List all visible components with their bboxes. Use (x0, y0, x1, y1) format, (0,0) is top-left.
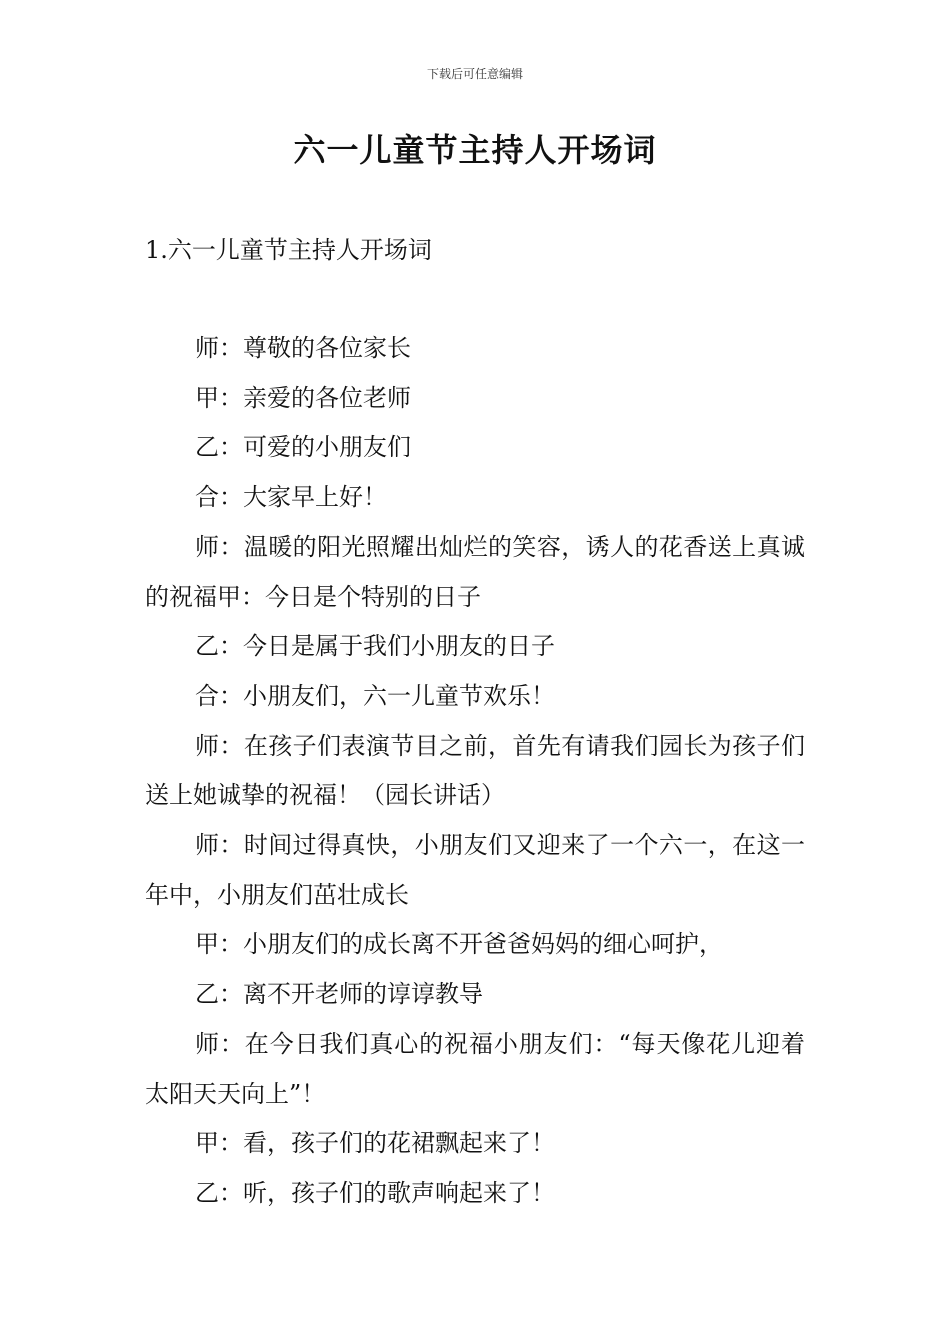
paragraph: 甲：亲爱的各位老师 (195, 383, 411, 412)
header-note: 下载后可任意编辑 (426, 67, 523, 81)
paragraph: 师：时间过得真快，小朋友们又迎来了一个六一，在这一年中，小朋友们茁壮成长 (145, 831, 805, 909)
paragraph: 师：在孩子们表演节目之前，首先有请我们园长为孩子们送上她诚挚的祝福！（园长讲话） (145, 731, 805, 810)
paragraph: 甲：看，孩子们的花裙飘起来了！ (195, 1129, 555, 1158)
paragraph: 师：尊敬的各位家长 (195, 334, 411, 362)
document-title: 六一儿童节主持人开场词 (293, 131, 657, 169)
section-heading: 1.六一儿童节主持人开场词 (145, 236, 432, 264)
paragraph: 师：温暖的阳光照耀出灿烂的笑容，诱人的花香送上真诚的祝福甲：今日是个特别的日子 (145, 532, 805, 611)
document-body (145, 324, 805, 1219)
paragraph: 乙：听，孩子们的歌声响起来了！ (195, 1178, 555, 1207)
paragraph: 甲：小朋友们的成长离不开爸爸妈妈的细心呵护， (195, 930, 723, 959)
paragraph: 师：在今日我们真心的祝福小朋友们：“每天像花儿迎着太阳天天向上”！ (145, 1029, 805, 1108)
paragraph: 乙：离不开老师的谆谆教导 (195, 980, 483, 1009)
paragraph: 合：小朋友们，六一儿童节欢乐！ (195, 681, 555, 710)
paragraph: 乙：可爱的小朋友们 (195, 433, 411, 462)
paragraph: 乙：今日是属于我们小朋友的日子 (195, 632, 555, 661)
paragraph: 合：大家早上好！ (195, 483, 387, 512)
